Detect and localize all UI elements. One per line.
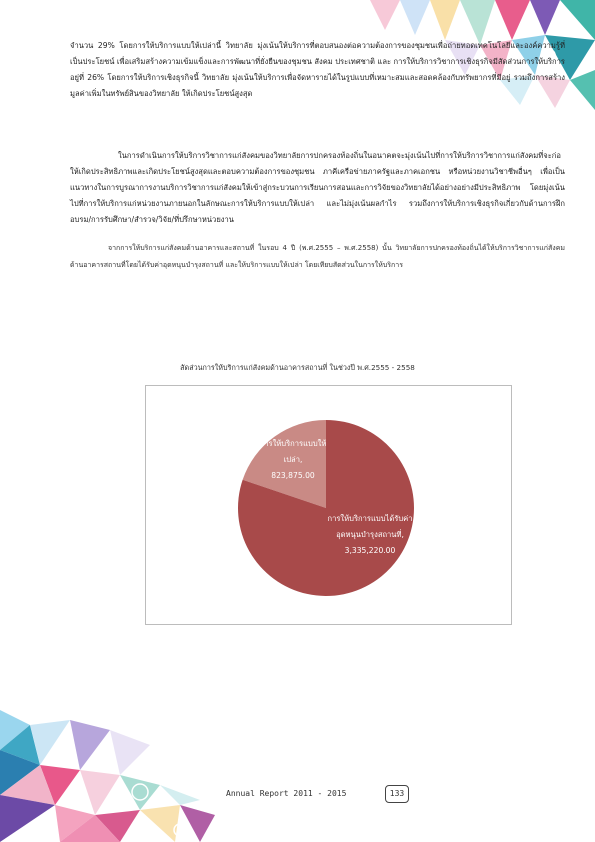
slice-label-subsidy-service <box>324 511 416 559</box>
decorative-corner-bottom <box>0 690 260 842</box>
report-footer-label: Annual Report 2011 - 2015 <box>226 789 347 798</box>
body-paragraph-1: จำนวน 29% โดยการให้บริการแบบให้เปล่านี้ วิทยาลัย มุ่งเน้นให้บริการที่ตอบสนองต่อความต้องการของชุมชนเพื่อถ่ายทอดเทคโนโลยีและองค์ความรู้ที่เป็นประโยชน์ เพื่อเสริมสร้างความเข้มแข็งและการพัฒนาที่ยั่งยืนของชุมชน สังคม ประเทศชาติ และ การให้บริการวิชาการเชิงธุรกิจมีสัดส่วนการให้บริการอยู่ที่ 26% โดยการให้บริการเชิงธุรกิจนี้ วิทยาลัย มุ่งเน้นให้บริการเพื่อจัดหารายได้ในรูปแบบที่เหมาะสมและสอดคล้องกับทรัพยากรที่มีอยู่ รวมถึงการสร้างมูลค่าเพิ่มในทรัพย์สินของวิทยาลัย ให้เกิดประโยชน์สูงสุด <box>70 41 565 98</box>
slice-label-subsidy-service-name: การให้บริการแบบได้รับค่าอุดหนุนบำรุงสถานที่, <box>327 514 413 539</box>
page-number: 133 <box>385 785 409 803</box>
slice-label-free-service <box>258 436 328 484</box>
slice-label-subsidy-service-value: 3,335,220.00 <box>344 546 396 555</box>
body-paragraph-3: จากการให้บริการแก่สังคมด้านอาคารและสถานที่ ในรอบ 4 ปี (พ.ศ.2555 – พ.ศ.2558) นั้น วิทยาลัยการปกครองท้องถิ่นได้ให้บริการวิชาการแก่สังคมด้านอาคารสถานที่โดยได้รับค่าอุดหนุนบำรุงสถานที่ และให้บริการแบบให้เปล่า โดยเทียบสัดส่วนในการให้บริการ <box>70 244 565 269</box>
body-paragraph-2: ในการดำเนินการให้บริการวิชาการแก่สังคมของวิทยาลัยการปกครองท้องถิ่นในอนาคตจะมุ่งเน้นไปที่การให้บริการวิชาการแก่สังคมที่จะก่อให้เกิดประสิทธิภาพและเกิดประโยชน์สูงสุดและตอบความต้องการของชุมชน ภาคีเครือข่ายภาครัฐและภาคเอกชน หรือหน่วยงานวิชาชีพอื่นๆ เพื่อเป็นแนวทางในการบูรณาการงานบริการวิชาการแก่สังคมให้เข้าสู่กระบวนการเรียนการสอนและการวิจัยของวิทยาลัยได้อย่างอย่างมีประสิทธิภาพ โดยมุ่งเน้นไปที่การให้บริการแก่หน่วยงานภายนอกในลักษณะการให้บริการแบบให้เปล่า และไม่มุ่งเน้นผลกำไร รวมถึงการให้บริการเชิงธุรกิจเกี่ยวกับด้านการฝึกอบรม/การรับศึกษา/สำรวจ/วิจัย/ที่ปรึกษาหน่วยงาน <box>70 151 565 224</box>
pie-chart <box>145 385 512 625</box>
pie-chart-canvas <box>146 386 513 626</box>
slice-label-free-service-name: การให้บริการแบบให้เปล่า, <box>259 439 327 464</box>
slice-label-free-service-value: 823,875.00 <box>271 471 315 480</box>
chart-title: สัดส่วนการให้บริการแก่สังคมด้านอาคารสถานที่ ในช่วงปี พ.ศ.2555 - 2558 <box>180 363 415 372</box>
